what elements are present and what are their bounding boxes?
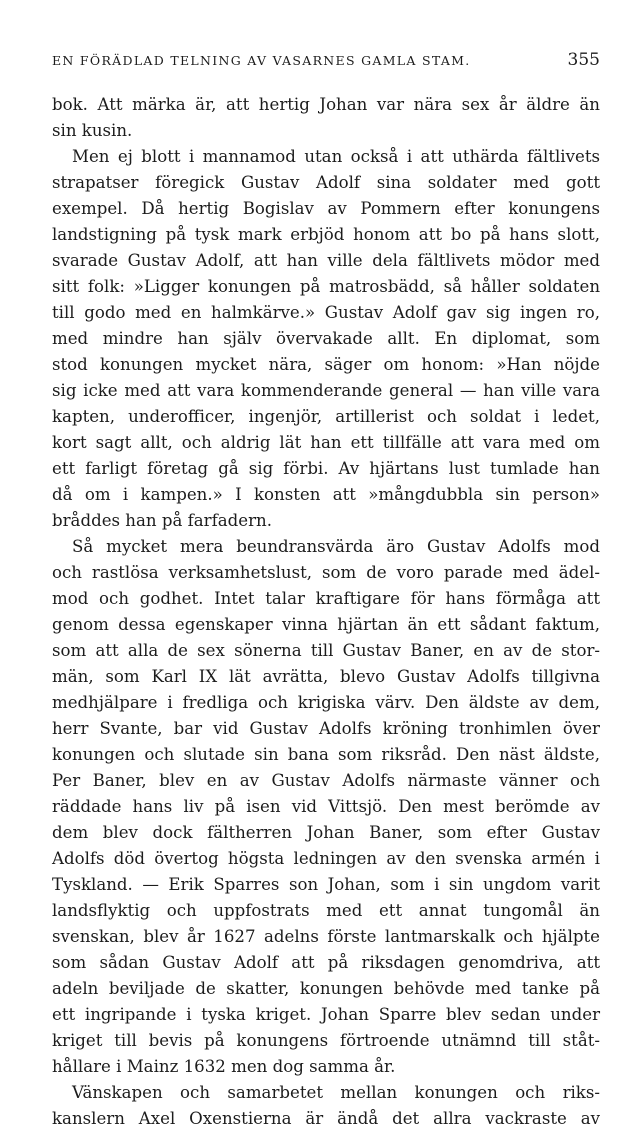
text-line: män, som Karl IX lät avrätta, blevo Gustav Adolfs tillgivna (52, 667, 600, 686)
text-line: landstigning på tysk mark erbjöd honom att bo på hans slott, (52, 225, 600, 244)
text-line: svarade Gustav Adolf, att han ville dela fältlivets mödor med (52, 251, 600, 270)
page-number: 355 (567, 50, 600, 70)
text-line: och rastlösa verksamhetslust, som de voro parade med ädel- (52, 563, 600, 582)
text-line: Vänskapen och samarbetet mellan konungen och riks- (72, 1083, 600, 1102)
text-line: kapten, underofficer, ingenjör, artillerist och soldat i ledet, (52, 407, 600, 426)
text-line: som sådan Gustav Adolf att på riksdagen genomdriva, att (52, 953, 600, 972)
text-line: kriget till bevis på konungens förtroende utnämnd till ståt- (52, 1031, 600, 1050)
text-line: sig icke med att vara kommenderande general — han ville vara (52, 381, 600, 400)
text-line: exempel. Då hertig Bogislav av Pommern efter konungens (52, 199, 600, 218)
text-line: strapatser föregick Gustav Adolf sina soldater med gott (52, 173, 600, 192)
text-line: då om i kampen.» I konsten att »mångdubbla sin person» (52, 485, 600, 504)
text-line: som att alla de sex sönerna till Gustav Baner, en av de stor- (52, 641, 600, 660)
text-line: med mindre han själv övervakade allt. En diplomat, som (52, 329, 600, 348)
text-line: till godo med en halmkärve.» Gustav Adolf gav sig ingen ro, (52, 303, 600, 322)
text-line: medhjälpare i fredliga och krigiska värv. Den äldste av dem, (52, 693, 600, 712)
text-line: konungen och slutade sin bana som riksråd. Den näst äldste, (52, 745, 600, 764)
text-line: stod konungen mycket nära, säger om honom: »Han nöjde (52, 355, 600, 374)
text-line: herr Svante, bar vid Gustav Adolfs kröning tronhimlen över (52, 719, 600, 738)
text-line: ett farligt företag gå sig förbi. Av hjärtans lust tumlade han (52, 459, 600, 478)
text-line: dem blev dock fältherren Johan Baner, som efter Gustav (52, 823, 600, 842)
text-line: genom dessa egenskaper vinna hjärtan än ett sådant faktum, (52, 615, 600, 634)
text-line: bok. Att märka är, att hertig Johan var nära sex år äldre än (52, 95, 600, 114)
text-line: hållare i Mainz 1632 men dog samma år. (52, 1057, 396, 1076)
text-line: Men ej blott i mannamod utan också i att uthärda fältlivets (72, 147, 600, 166)
text-line: sitt folk: »Ligger konungen på matrosbädd, så håller soldaten (52, 277, 600, 296)
body-text (52, 92, 600, 1132)
text-line: Tyskland. — Erik Sparres son Johan, som i sin ungdom varit (52, 875, 600, 894)
text-line: sin kusin. (52, 121, 133, 140)
text-line: adeln beviljade de skatter, konungen behövde med tanke på (52, 979, 600, 998)
text-line: kanslern Axel Oxenstierna är ändå det allra vackraste av (52, 1109, 600, 1128)
text-line: Adolfs död övertog högsta ledningen av den svenska armén i (52, 849, 600, 868)
running-title: EN FÖRÄDLAD TELNING AV VASARNES GAMLA STAM. (52, 53, 471, 68)
text-line: Så mycket mera beundransvärda äro Gustav Adolfs mod (72, 537, 600, 556)
text-line: svenskan, blev år 1627 adelns förste lantmarskalk och hjälpte (52, 927, 600, 946)
page-header (52, 50, 600, 74)
text-line: bråddes han på farfadern. (52, 511, 272, 530)
text-line: Per Baner, blev en av Gustav Adolfs närmaste vänner och (52, 771, 600, 790)
text-line: ett ingripande i tyska kriget. Johan Sparre blev sedan under (52, 1005, 600, 1024)
text-line: räddade hans liv på isen vid Vittsjö. Den mest berömde av (52, 797, 600, 816)
text-line: landsflyktig och uppfostrats med ett annat tungomål än (52, 901, 600, 920)
text-line: mod och godhet. Intet talar kraftigare för hans förmåga att (52, 589, 600, 608)
text-line: kort sagt allt, och aldrig lät han ett tillfälle att vara med om (52, 433, 600, 452)
